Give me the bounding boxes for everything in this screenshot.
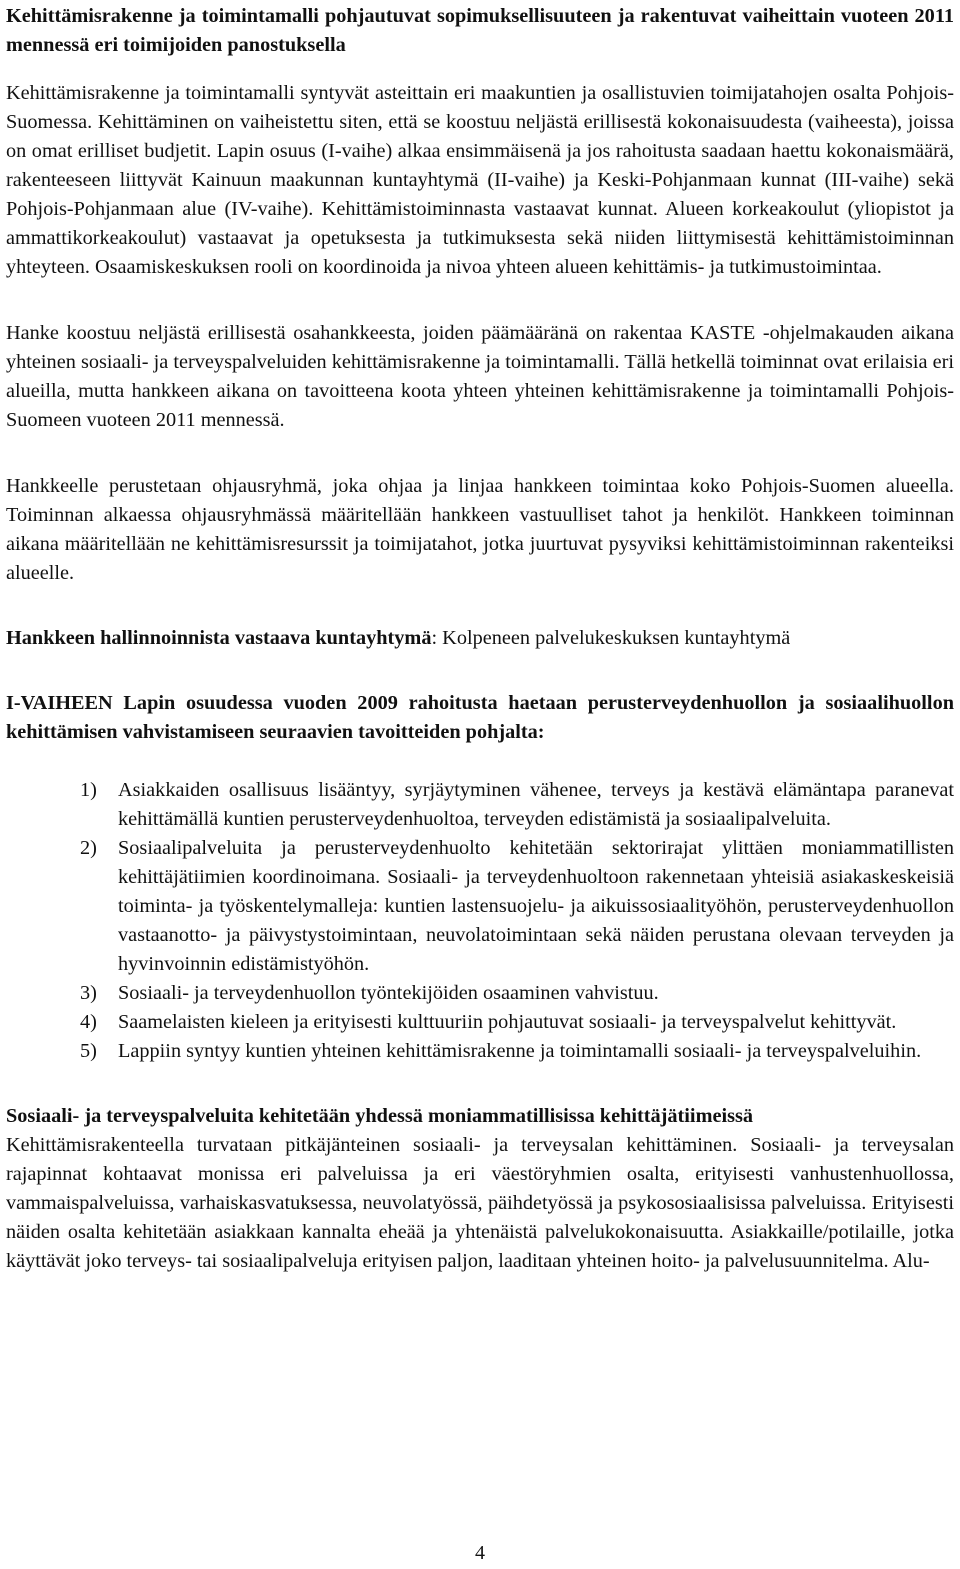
administrating-organisation-separator: : [431, 627, 438, 649]
document-page [6, 0, 954, 1276]
goal-text: Saamelaisten kieleen ja erityisesti kulttuuriin pohjautuvat sosiaali- ja terveyspalvelut kehittyvät. [118, 1011, 897, 1033]
goal-number: 4) [80, 1011, 97, 1033]
goal-number: 5) [80, 1040, 97, 1062]
administrating-organisation-label: Hankkeen hallinnoinnista vastaava kuntayhtymä [6, 627, 432, 649]
section-heading-development-structure: Kehittämisrakenne ja toimintamalli pohjautuvat sopimuksellisuuteen ja rakentuvat vaiheittain vuoteen 2011 mennessä eri toimijoiden panostuksella [6, 5, 954, 56]
goal-text: Asiakkaiden osallisuus lisääntyy, syrjäytyminen vähenee, terveys ja kestävä elämäntapa paranevat kehittämällä kuntien perusterveydenhuoltoa, terveyden edistämistä ja sosiaalipalveluita. [118, 779, 954, 830]
multiprofessional-teams-heading: Sosiaali- ja terveyspalveluita kehitetään yhdessä moniammatillisissa kehittäjätiimeissä [6, 1105, 754, 1127]
phase-one-heading: I-VAIHEEN Lapin osuudessa vuoden 2009 rahoitusta haetaan perusterveydenhuollon ja sosiaalihuollon kehittämisen vahvistamiseen seuraavien tavoitteiden pohjalta: [6, 692, 954, 743]
administrating-organisation-line [6, 624, 954, 653]
goal-item [6, 834, 954, 979]
goal-item [6, 979, 954, 1008]
goal-number: 2) [80, 837, 97, 859]
page-number: 4 [475, 1542, 485, 1564]
administrating-organisation-value: Kolpeneen palvelukeskuksen kuntayhtymä [437, 627, 791, 649]
goal-number: 1) [80, 779, 97, 801]
goal-text: Sosiaali- ja terveydenhuollon työntekijöiden osaaminen vahvistuu. [118, 982, 659, 1004]
steering-group-paragraph: Hankkeelle perustetaan ohjausryhmä, joka ohjaa ja linjaa hankkeen toimintaa koko Pohjois-Suomen alueella. Toiminnan alkaessa ohjausryhmässä määritellään hankkeen vastuulliset tahot ja henkilöt. Hankkeen toiminnan aikana määritellään ne kehittämisresurssit ja toimijatahot, jotka juurtuvat pysyviksi kehittämistoiminnan rakenteiksi alueelle. [6, 475, 954, 584]
goal-text: Lappiin syntyy kuntien yhteinen kehittämisrakenne ja toimintamalli sosiaali- ja terveyspalveluihin. [118, 1040, 922, 1062]
multiprofessional-teams-paragraph: Kehittämisrakenteella turvataan pitkäjänteinen sosiaali- ja terveysalan kehittäminen. Sosiaali- ja terveysalan rajapinnat kohtaavat monissa eri palveluissa ja eri väestöryhmien osalta, erityisesti vanhustenhuollossa, vammaispalveluissa, varhaiskasvatuksessa, neuvolatyössä, päihdetyössä ja psykososiaalisissa palveluissa. Erityisesti näiden osalta kehitetään asiakkaan kannalta eheää ja yhtenäistä palvelukokonaisuutta. Asiakkaille/potilaille, jotka käyttävät joko terveys- tai sosiaalipalveluja erityisen paljon, laaditaan yhteinen hoito- ja palvelusuunnitelma. Alu- [6, 1134, 954, 1272]
goals-list [6, 776, 954, 1066]
goal-item [6, 1037, 954, 1066]
intro-paragraph: Kehittämisrakenne ja toimintamalli syntyvät asteittain eri maakuntien ja osallistuvien toimijatahojen osalta Pohjois-Suomessa. Kehittäminen on vaiheistettu siten, että se koostuu neljästä erillisestä kokonaisuudesta (vaiheesta), joissa on omat erilliset budjetit. Lapin osuus (I-vaihe) alkaa ensimmäisenä ja jos rahoitusta saadaan haettu kokonaismäärä, rakenteeseen liittyvät Kainuun maakunnan kuntayhtymä (II-vaihe) ja Keski-Pohjanmaan kunnat (III-vaihe) sekä Pohjois-Pohjanmaan alue (IV-vaihe). Kehittämistoiminnasta vastaavat kunnat. Alueen korkeakoulut (yliopistot ja ammattikorkeakoulut) vastaavat ja opetuksesta ja tutkimuksesta sekä niiden liittymisestä kehittämistoiminnan yhteyteen. Osaamiskeskuksen rooli on koordinoida ja nivoa yhteen alueen kehittämis- ja tutkimustoimintaa. [6, 82, 954, 278]
goal-item [6, 1008, 954, 1037]
goal-number: 3) [80, 982, 97, 1004]
goal-text: Sosiaalipalveluita ja perusterveydenhuolto kehitetään sektorirajat ylittäen moniammatillisten kehittäjätiimien koordinoimana. Sosiaali- ja terveydenhuoltoon rakennetaan yhteisiä asiakaskeskeisiä toiminta- ja työskentelymalleja: kuntien lastensuojelu- ja aikuissosiaalityöhön, perusterveydenhuollon vastaanotto- ja päivystystoimintaan, neuvolatoimintaan sekä näiden perustana olevaan terveyden ja hyvinvoinnin edistämistyöhön. [118, 837, 954, 975]
project-composition-paragraph: Hanke koostuu neljästä erillisestä osahankkeesta, joiden päämääränä on rakentaa KASTE -ohjelmakauden aikana yhteinen sosiaali- ja terveyspalveluiden kehittämisrakenne ja toimintamalli. Tällä hetkellä toiminnat ovat erilaisia eri alueilla, mutta hankkeen aikana on tavoitteena koota yhteen yhteinen kehittämisrakenne ja toimintamalli Pohjois-Suomeen vuoteen 2011 mennessä. [6, 322, 954, 431]
goal-item [6, 776, 954, 834]
